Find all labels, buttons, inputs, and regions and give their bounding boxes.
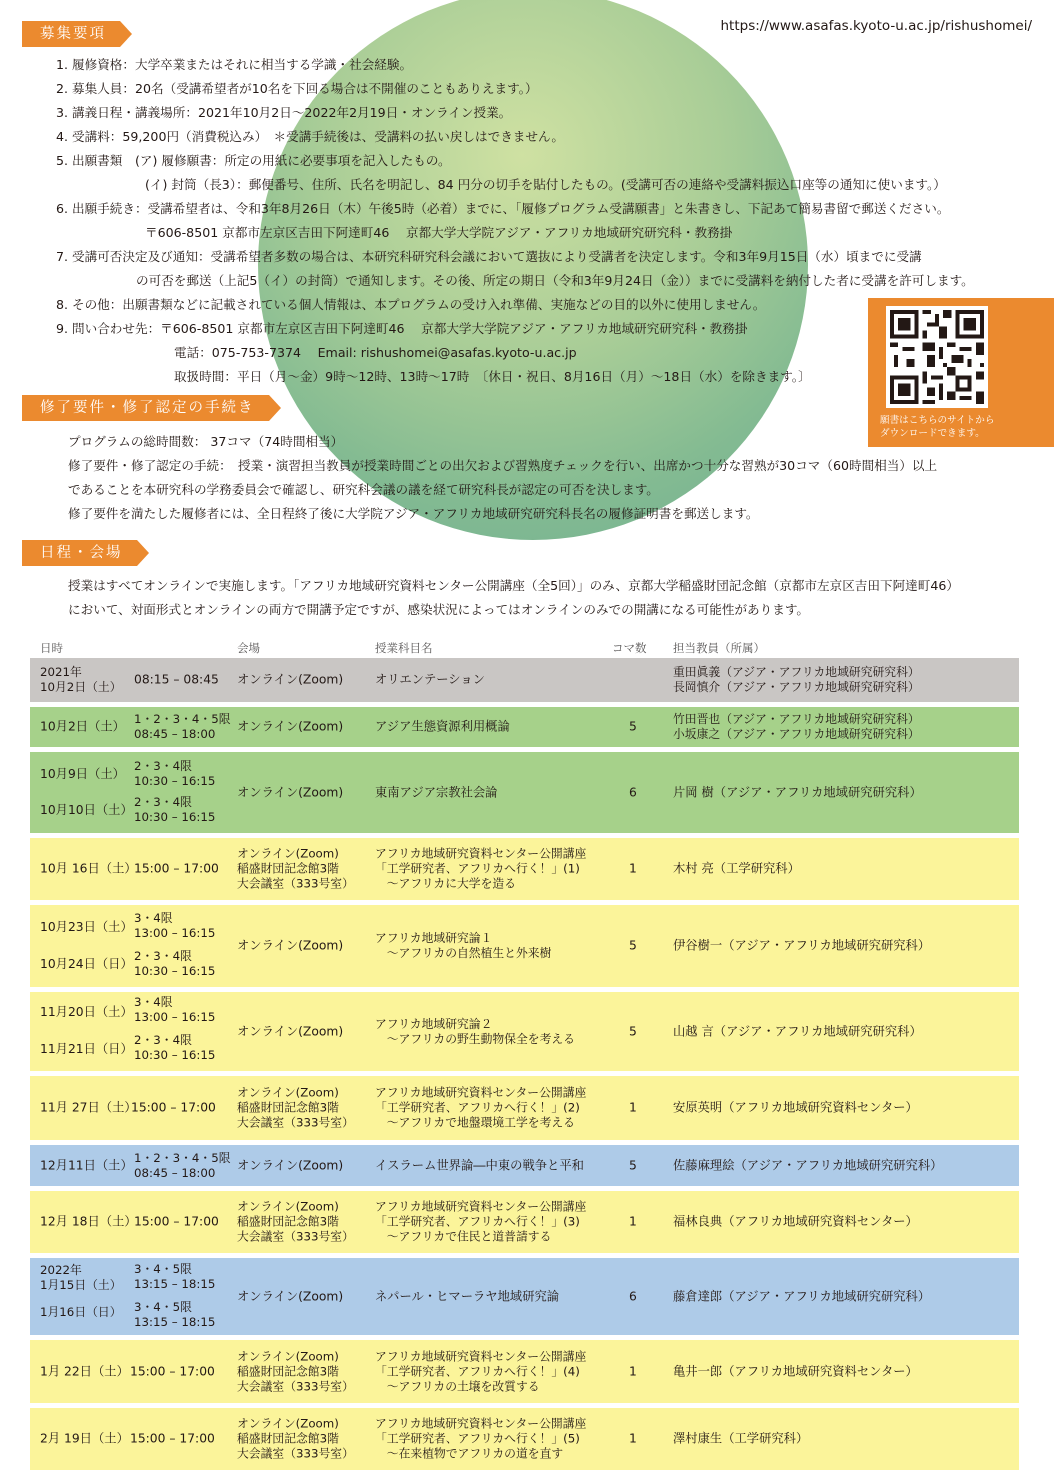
row-course: イスラーム世界論―中東の戦争と平和 xyxy=(375,1157,584,1172)
row-course: オリエンテーション xyxy=(375,672,485,687)
header-koma: コマ数 xyxy=(612,641,647,655)
row-course: アフリカ地域研究資料センター公開講座 「工学研究者、アフリカへ行く！」(5) ～在来植物でアフリカの道を直す xyxy=(375,1416,587,1461)
row-time: 2・3・4限 10:30 – 16:15 xyxy=(134,1033,216,1062)
row-date: 10月24日（日） xyxy=(40,957,133,971)
completion-line: プログラムの総時間数： 37コマ（74時間相当） xyxy=(68,434,344,449)
row-venue: オンライン(Zoom) xyxy=(237,1157,344,1172)
qr-caption: 願書はこちらのサイトから ダウンロードできます。 xyxy=(880,415,995,439)
row-course: アフリカ地域研究資料センター公開講座 「工学研究者、アフリカへ行く！」(3) ～アフリカで住民と道普請する xyxy=(375,1199,587,1244)
section-completion-heading: 修了要件・修了認定の手続き xyxy=(22,395,269,421)
table-row xyxy=(30,992,1019,1071)
section-schedule-heading: 日程・会場 xyxy=(22,540,137,566)
row-time: 3・4・5限 13:15 – 18:15 xyxy=(134,1262,216,1291)
row-date: 10月9日（土） xyxy=(40,767,125,781)
row-time: 3・4・5限 13:15 – 18:15 xyxy=(134,1300,216,1329)
row-venue: オンライン(Zoom) 稲盛財団記念館3階 大会議室（333号室） xyxy=(237,846,354,891)
requirement-item: 9. 問い合わせ先：〒606-8501 京都市左京区吉田下阿達町46 京都大学大学院アジア・アフリカ地域研究研究科・教務掛 xyxy=(56,321,748,336)
schedule-table xyxy=(30,658,1019,1475)
completion-line: 修了要件を満たした履修者には、全日程終了後に大学院アジア・アフリカ地域研究研究科長名の履修証明書を郵送します。 xyxy=(68,506,759,521)
row-date: 10月23日（土） xyxy=(40,920,133,934)
row-date: 12月11日（土） xyxy=(40,1157,133,1172)
table-row xyxy=(30,1258,1019,1335)
header-course: 授業科目名 xyxy=(375,641,433,655)
section-recruitment-heading: 募集要項 xyxy=(22,21,120,47)
row-date: 11月21日（日） xyxy=(40,1042,133,1056)
schedule-intro xyxy=(68,574,959,622)
contact-hours: 取扱時間：平日（月～金）9時～12時、13時～17時 〔休日・祝日、8月16日（月）～18日（水）を除きます。〕 xyxy=(174,369,811,384)
row-time: 1・2・3・4・5限 08:45 – 18:00 xyxy=(134,712,231,741)
row-venue: オンライン(Zoom) xyxy=(237,719,344,734)
row-course: ネパール・ヒマーラヤ地域研究論 xyxy=(375,1288,560,1303)
row-koma: 5 xyxy=(629,1023,637,1038)
row-date: 2021年 10月2日（土） xyxy=(40,665,122,694)
table-row xyxy=(30,658,1019,702)
row-course: アフリカ地域研究論１ ～アフリカの自然植生と外来樹 xyxy=(375,931,552,960)
row-time: 2・3・4限 10:30 – 16:15 xyxy=(134,949,216,978)
row-teacher: 重田眞義（アジア・アフリカ地域研究研究科） 長岡慎介（アジア・アフリカ地域研究研究科） xyxy=(673,665,920,694)
row-teacher: 木村 亮（工学研究科） xyxy=(673,861,800,876)
row-venue: オンライン(Zoom) xyxy=(237,1288,344,1303)
row-venue: オンライン(Zoom) 稲盛財団記念館3階 大会議室（333号室） xyxy=(237,1416,354,1461)
row-time: 15:00 – 17:00 xyxy=(134,1214,219,1229)
row-course: アフリカ地域研究資料センター公開講座 「工学研究者、アフリカへ行く！」(4) ～アフリカの土壌を改質する xyxy=(375,1349,587,1393)
schedule-intro-line: において、対面形式とオンラインの両方で開講予定ですが、感染状況によってはオンラインのみでの開講になる可能性があります。 xyxy=(68,602,810,617)
requirement-item: 2. 募集人員：20名（受講希望者が10名を下回る場合は不開催のこともありえます。） xyxy=(56,81,538,96)
table-row xyxy=(30,1340,1019,1403)
table-row xyxy=(30,1145,1019,1186)
row-time: 2・3・4限 10:30 – 16:15 xyxy=(134,795,216,824)
qr-download-box[interactable] xyxy=(868,298,1054,447)
table-row xyxy=(30,838,1019,900)
row-date: 11月 27日（土） xyxy=(40,1100,137,1115)
row-course: 東南アジア宗教社会論 xyxy=(375,784,498,799)
header-venue: 会場 xyxy=(237,641,260,655)
row-teacher: 安原英明（アフリカ地域研究資料センター） xyxy=(673,1100,918,1115)
row-koma: 1 xyxy=(629,1214,637,1229)
row-time: 15:00 – 17:00 xyxy=(130,1431,215,1446)
table-row xyxy=(30,707,1019,747)
row-course: アフリカ地域研究資料センター公開講座 「工学研究者、アフリカへ行く！」(1) ～アフリカに大学を造る xyxy=(375,846,587,891)
row-date: 10月2日（土） xyxy=(40,719,125,734)
row-koma: 6 xyxy=(629,784,637,799)
row-venue: オンライン(Zoom) xyxy=(237,1023,344,1038)
table-row xyxy=(30,905,1019,987)
schedule-table-header xyxy=(0,640,1054,656)
row-time: 15:00 – 17:00 xyxy=(134,861,219,876)
row-time: 08:15 – 08:45 xyxy=(134,672,219,687)
row-course: アフリカ地域研究資料センター公開講座 「工学研究者、アフリカへ行く！」(2) ～アフリカで地盤環境工学を考える xyxy=(375,1085,587,1130)
requirements-list xyxy=(56,53,974,389)
row-date: 12月 18日（土） xyxy=(40,1214,137,1229)
row-time: 15:00 – 17:00 xyxy=(131,1100,216,1115)
header-date: 日時 xyxy=(40,641,63,655)
row-teacher: 佐藤麻理絵（アジア・アフリカ地域研究研究科） xyxy=(673,1157,943,1172)
requirement-item-continued: (イ) 封筒（長3）：郵便番号、住所、氏名を明記し、84 円分の切手を貼付したもの。(受講可否の連絡や受講料振込口座等の通知に使います。） xyxy=(145,177,946,192)
row-koma: 5 xyxy=(629,719,637,734)
row-koma: 5 xyxy=(629,938,637,953)
row-time: 1・2・3・4・5限 08:45 – 18:00 xyxy=(134,1150,231,1180)
page-url[interactable]: https://www.asafas.kyoto-u.ac.jp/rishushomei/ xyxy=(720,18,1032,34)
row-koma: 5 xyxy=(629,1157,637,1172)
row-venue: オンライン(Zoom) xyxy=(237,784,344,799)
row-teacher: 片岡 樹（アジア・アフリカ地域研究研究科） xyxy=(673,784,922,799)
row-venue: オンライン(Zoom) 稲盛財団記念館3階 大会議室（333号室） xyxy=(237,1199,354,1244)
table-row xyxy=(30,1408,1019,1470)
row-teacher: 山越 言（アジア・アフリカ地域研究研究科） xyxy=(673,1023,922,1038)
row-time: 15:00 – 17:00 xyxy=(130,1363,215,1378)
row-venue: オンライン(Zoom) xyxy=(237,672,344,687)
row-venue: オンライン(Zoom) xyxy=(237,938,344,953)
completion-line: 修了要件・修了認定の手続： 授業・演習担当教員が授業時間ごとの出欠および習熟度チェックを行い、出席かつ十分な習熟が30コマ（60時間相当）以上 xyxy=(68,458,938,473)
row-teacher: 亀井一郎（アフリカ地域研究資料センター） xyxy=(673,1363,918,1378)
row-teacher: 伊谷樹一（アジア・アフリカ地域研究研究科） xyxy=(673,938,931,953)
row-teacher: 福林良典（アフリカ地域研究資料センター） xyxy=(673,1214,918,1229)
row-date: 2月 19日（土） xyxy=(40,1431,129,1446)
row-date: 1月16日（日） xyxy=(40,1305,122,1319)
table-row xyxy=(30,752,1019,833)
requirement-item: 1. 履修資格：大学卒業またはそれに相当する学識・社会経験。 xyxy=(56,57,413,72)
requirement-item: 3. 講義日程・講義場所：2021年10月2日～2022年2月19日・オンライン授業。 xyxy=(56,105,512,120)
row-teacher: 竹田晋也（アジア・アフリカ地域研究研究科） 小坂康之（アジア・アフリカ地域研究研究科） xyxy=(673,712,920,741)
row-course: アフリカ地域研究論２ ～アフリカの野生動物保全を考える xyxy=(375,1016,575,1046)
completion-text xyxy=(68,430,937,526)
row-teacher: 藤倉達郎（アジア・アフリカ地域研究研究科） xyxy=(673,1288,931,1303)
row-koma: 6 xyxy=(629,1288,637,1303)
requirement-item: 8. その他：出願書類などに記載されている個人情報は、本プログラムの受け入れ準備、実施などの目的以外に使用しません。 xyxy=(56,297,766,312)
schedule-intro-line: 授業はすべてオンラインで実施します。「アフリカ地域研究資料センター公開講座（全5回）」のみ、京都大学稲盛財団記念館（京都市左京区吉田下阿達町46） xyxy=(68,578,959,593)
table-row xyxy=(30,1191,1019,1253)
requirement-item: 6. 出願手続き：受講希望者は、令和3年8月26日（木）午後5時（必着）までに、「履修プログラム受講願書」と朱書きし、下記あて簡易書留で郵送ください。 xyxy=(56,201,950,216)
qr-code-icon[interactable] xyxy=(886,306,988,408)
contact-phone-email: 電話：075-753-7374 Email: rishushomei@asafas.kyoto-u.ac.jp xyxy=(174,345,577,360)
row-koma: 1 xyxy=(629,861,637,876)
row-koma: 1 xyxy=(629,1100,637,1115)
row-koma: 1 xyxy=(629,1431,637,1446)
row-time: 3・4限 13:00 – 16:15 xyxy=(134,911,216,940)
requirement-item: 4. 受講料：59,200円（消費税込み） ＊受講手続後は、受講料の払い戻しはできません。 xyxy=(56,129,564,144)
requirement-item: 5. 出願書類 (ア) 履修願書：所定の用紙に必要事項を記入したもの。 xyxy=(56,153,451,168)
row-teacher: 澤村康生（工学研究科） xyxy=(673,1431,809,1446)
row-date: 11月20日（土） xyxy=(40,1005,133,1019)
row-time: 2・3・4限 10:30 – 16:15 xyxy=(134,759,216,788)
row-date: 10月 16日（土） xyxy=(40,861,137,876)
row-time: 3・4限 13:00 – 16:15 xyxy=(134,995,216,1024)
row-venue: オンライン(Zoom) 稲盛財団記念館3階 大会議室（333号室） xyxy=(237,1349,354,1393)
completion-line: であることを本研究科の学務委員会で確認し、研究科会議の議を経て研究科長が認定の可否を決します。 xyxy=(68,482,659,497)
row-date: 10月10日（土） xyxy=(40,803,133,817)
requirement-item-continued: 〒606-8501 京都市左京区吉田下阿達町46 京都大学大学院アジア・アフリカ地域研究研究科・教務掛 xyxy=(145,225,733,240)
table-row xyxy=(30,1076,1019,1140)
row-date: 2022年 1月15日（土） xyxy=(40,1263,122,1292)
requirement-item-continued: の可否を郵送（上記5（イ）の封筒）で通知します。その後、所定の期日（令和3年9月24日（金））までに受講料を納付した者に受講を許可します。 xyxy=(136,273,974,288)
row-date: 1月 22日（土） xyxy=(40,1363,129,1378)
header-teacher: 担当教員（所属） xyxy=(673,641,765,655)
requirement-item: 7. 受講可否決定及び通知：受講希望者多数の場合は、本研究科研究科会議において選抜により受講者を決定します。令和3年9月15日（水）頃までに受講 xyxy=(56,249,922,264)
row-course: アジア生態資源利用概論 xyxy=(375,719,510,734)
row-venue: オンライン(Zoom) 稲盛財団記念館3階 大会議室（333号室） xyxy=(237,1085,354,1130)
row-koma: 1 xyxy=(629,1363,637,1378)
